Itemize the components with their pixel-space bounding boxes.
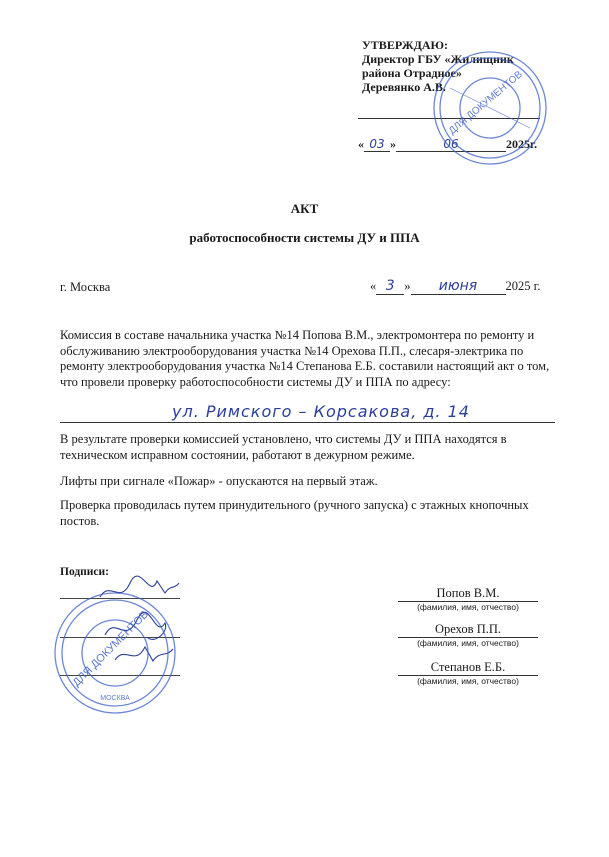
approval-stamp-text: ДЛЯ ДОКУМЕНТОВ <box>446 69 525 137</box>
approval-date-month: 06 <box>396 137 506 152</box>
paragraph-commission: Комиссия в составе начальника участка №14 Попова В.М., электромонтера по ремонту и обслуживанию электрооборудования участка №14 Орехова П.П., слесаря-электрика по ремонту электрооборудования участка №14 Степанова Е.Б. составили настоящий акт о том, что провели проверку работоспособности системы ДУ и ППА по адресу: <box>60 328 550 389</box>
act-date-open: « <box>370 279 377 293</box>
approval-line2: района Отрадное» <box>362 66 462 80</box>
commission-stamp-text: ДЛЯ ДОКУМЕНТОВ <box>70 608 151 689</box>
signatory-caption: (фамилия, имя, отчество) <box>417 602 519 612</box>
act-date-month: июня <box>411 278 506 295</box>
signatory-3 <box>398 660 538 686</box>
paragraph-method: Проверка проводилась путем принудительного (ручного запуска) с этажных кнопочных постов. <box>60 498 529 528</box>
signatory-name: Орехов П.П. <box>398 622 538 638</box>
address: ул. Римского – Корсакова, д. 14 <box>172 402 470 421</box>
signatory-name: Степанов Е.Б. <box>398 660 538 676</box>
approval-date-day: 03 <box>364 137 390 152</box>
signatory-name: Попов В.М. <box>398 586 538 602</box>
signatory-2 <box>398 622 538 648</box>
act-date-year: 2025 г. <box>505 279 541 293</box>
signatory-1 <box>398 586 538 612</box>
signatory-caption: (фамилия, имя, отчество) <box>417 638 519 648</box>
document-title: АКТ <box>290 201 319 216</box>
approval-line3: Деревянко А.В. <box>362 80 446 94</box>
act-date-close: » <box>404 279 411 293</box>
document-subtitle: работоспособности системы ДУ и ППА <box>189 230 420 245</box>
commission-stamp <box>50 588 180 718</box>
approval-stamp <box>430 48 550 168</box>
approval-heading: УТВЕРЖДАЮ: <box>362 38 449 52</box>
signatory-caption: (фамилия, имя, отчество) <box>417 676 519 686</box>
approval-date-mid: » <box>390 137 396 151</box>
paragraph-result: В результате проверки комиссией установлено, что системы ДУ и ППА находятся в техническом исправном состоянии, работают в дежурном режиме. <box>60 432 507 462</box>
signatures-label: Подписи: <box>60 566 109 578</box>
city: г. Москва <box>60 280 111 294</box>
approval-date-year: 2025г. <box>506 137 538 151</box>
approval-date-open: « <box>358 137 364 151</box>
act-date <box>370 278 540 295</box>
act-date-day: 3 <box>376 278 404 295</box>
paragraph-lifts: Лифты при сигнале «Пожар» - опускаются на первый этаж. <box>60 474 378 488</box>
approval-line1: Директор ГБУ «Жилищник <box>362 52 514 66</box>
commission-stamp-city: МОСКВА <box>100 695 130 702</box>
address-line <box>60 404 555 423</box>
